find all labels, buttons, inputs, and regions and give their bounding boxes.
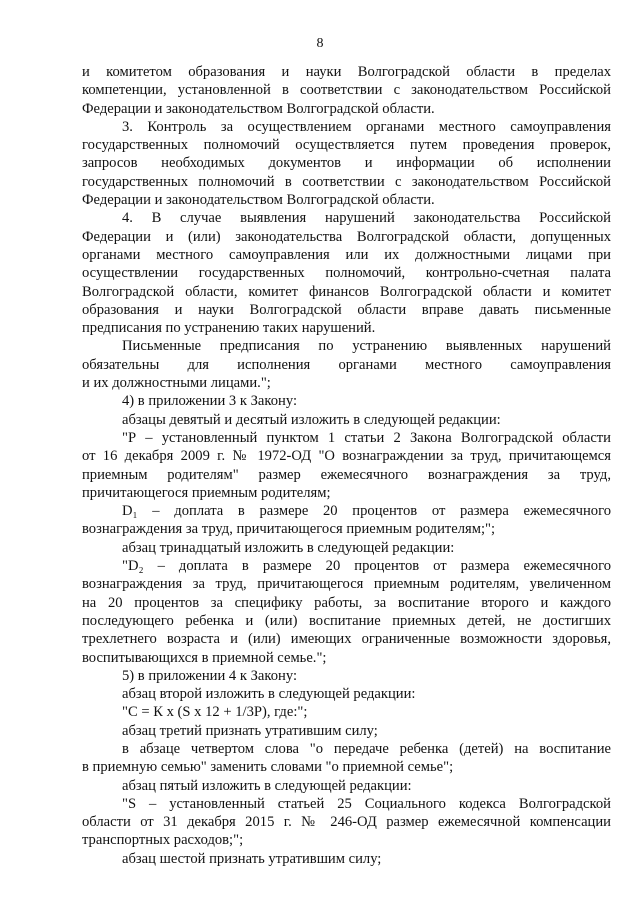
text-line: последующего ребенка и (или) воспитание приемных детей, не достигших	[82, 612, 611, 629]
text-line: и комитетом образования и науки Волгоградской области в пределах	[82, 64, 611, 80]
text-line: Федерации и законодательством Волгоградской области.	[82, 100, 435, 117]
text-line: воспитывающихся в приемной семье.";	[82, 649, 327, 666]
text-line: абзац третий признать утратившим силу;	[122, 722, 378, 739]
page-number: 8	[316, 36, 324, 51]
text-line: обязательны для исполнения органами местного самоуправления	[82, 356, 611, 373]
text-line: 4) в приложении 3 к Закону:	[122, 393, 298, 410]
text-line: Волгоградской области, комитет финансов Волгоградской области и комитет	[82, 283, 611, 300]
text-line: области от 31 декабря 2015 г. № 246-ОД размер ежемесячной компенсации	[82, 814, 611, 831]
text-line: 4. В случае выявления нарушений законодательства Российской	[122, 210, 611, 227]
text-line: запросов необходимых документов и информации об исполнении	[82, 155, 611, 172]
text-line: в приемную семью" заменить словами "о приемной семье";	[82, 759, 454, 776]
text-line: Федерации и (или) законодательства Волгоградской области, допущенных	[82, 228, 611, 245]
text-line: D₁ – доплата в размере 20 процентов от размера ежемесячного	[122, 503, 611, 520]
text-line: государственных полномочий в соответствии с законодательством Российской	[82, 173, 611, 190]
text-line: в абзаце четвертом слова "о передаче ребенка (детей) на воспитание	[122, 740, 611, 757]
text-line: вознаграждения за труд, причитающегося приемным родителям, увеличенном	[82, 576, 611, 593]
text-line: абзац шестой признать утратившим силу;	[122, 850, 382, 867]
text-line: на 20 процентов за специфику работы, за воспитание второго и каждого	[82, 594, 611, 611]
text-line: и их должностными лицами.";	[82, 375, 271, 392]
text-line: абзац пятый изложить в следующей редакции:	[122, 777, 412, 794]
document-body	[82, 63, 611, 868]
text-line: приемным родителям" размер ежемесячного вознаграждения за труд,	[82, 466, 611, 483]
text-line: Письменные предписания по устранению выявленных нарушений	[122, 338, 611, 355]
text-line: вознаграждения за труд, причитающегося приемным родителям;";	[82, 521, 496, 538]
text-line: 3. Контроль за осуществлением органами местного самоуправления	[122, 118, 611, 135]
text-line: "D₂ – доплата в размере 20 процентов от размера ежемесячного	[122, 558, 611, 575]
text-line: абзац второй изложить в следующей редакции:	[122, 686, 416, 703]
text-line: предписания по устранению таких нарушений.	[82, 320, 376, 337]
text-line: осуществлении государственных полномочий, контрольно-счетная палата	[82, 265, 611, 282]
text-line: государственных полномочий осуществляется путем проведения проверок,	[82, 137, 611, 154]
text-line: причитающегося приемным родителям;	[82, 484, 331, 501]
text-line: Федерации и законодательством Волгоградской области.	[82, 192, 435, 209]
text-line: "S – установленный статьей 25 Социального кодекса Волгоградской	[122, 795, 611, 812]
text-line: транспортных расходов;";	[82, 832, 244, 849]
text-line: абзацы девятый и десятый изложить в следующей редакции:	[122, 411, 501, 428]
text-line: "С = К х (S х 12 + 1/3Р), где:";	[122, 704, 308, 721]
text-line: компетенции, установленной в соответствии с законодательством Российской	[82, 82, 611, 99]
text-line: трехлетнего возраста и (или) имеющих ограниченные возможности здоровья,	[82, 631, 611, 648]
text-line: абзац тринадцатый изложить в следующей редакции:	[122, 539, 455, 556]
text-line: образования и науки Волгоградской области вправе давать письменные	[82, 301, 611, 318]
text-line: 5) в приложении 4 к Закону:	[122, 667, 298, 684]
text-line: "Р – установленный пунктом 1 статьи 2 Закона Волгоградской области	[122, 429, 611, 446]
text-line: органами местного самоуправления или их должностными лицами при	[82, 246, 611, 263]
text-line: от 16 декабря 2009 г. № 1972-ОД "О вознаграждении за труд, причитающемся	[82, 448, 611, 465]
